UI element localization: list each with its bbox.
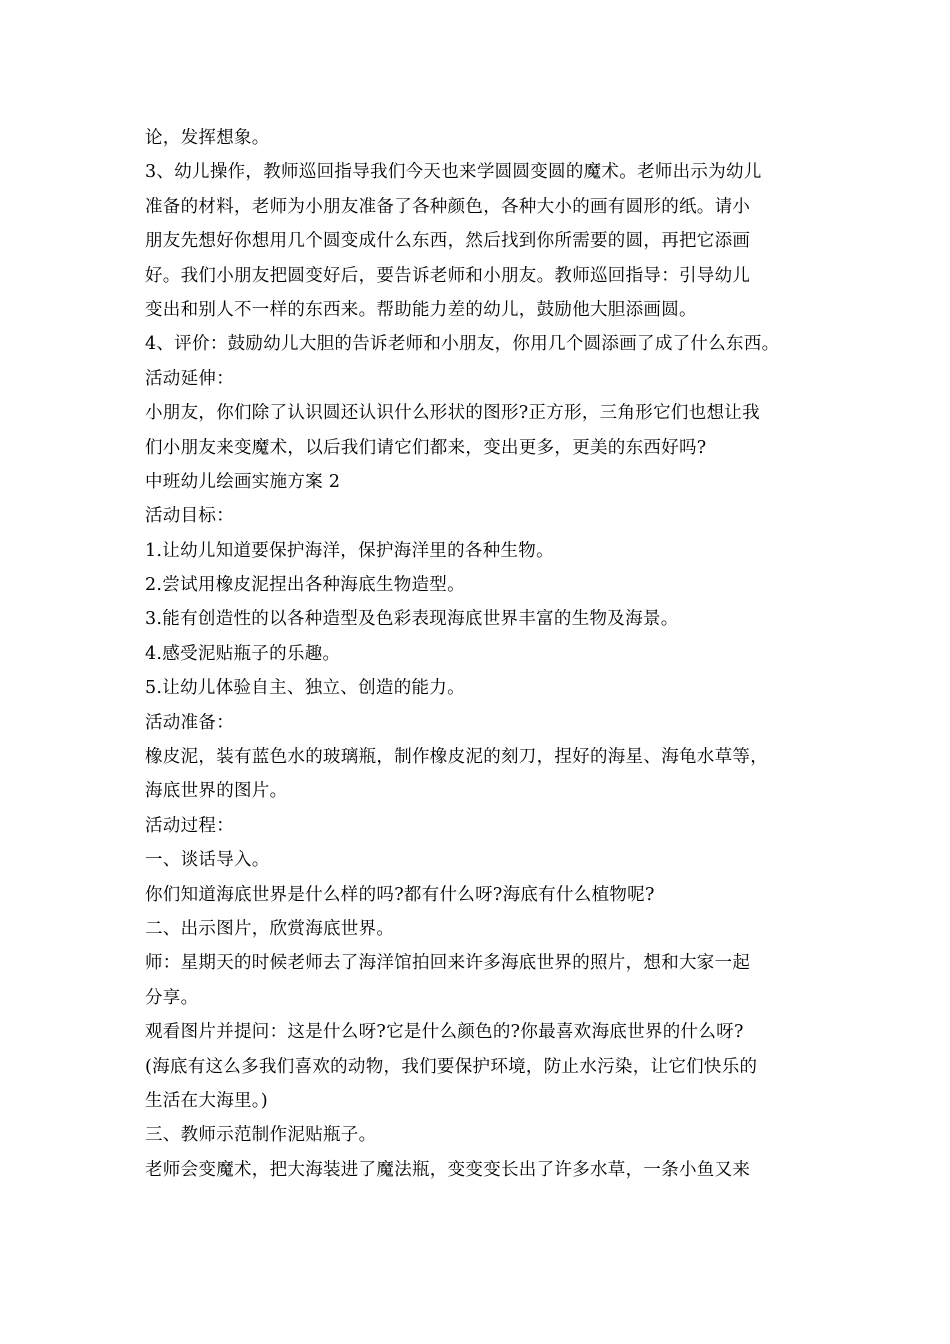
text-line: (海底有这么多我们喜欢的动物，我们要保护环境，防止水污染，让它们快乐的 (145, 1056, 758, 1077)
step-heading: 三、教师示范制作泥贴瓶子。 (145, 1125, 377, 1146)
section-heading: 活动过程： (145, 815, 234, 836)
list-item: 4.感受泥贴瓶子的乐趣。 (145, 643, 341, 664)
list-item: 1.让幼儿知道要保护海洋，保护海洋里的各种生物。 (145, 540, 554, 561)
section-heading: 活动目标： (145, 506, 234, 527)
text-line: 海底世界的图片。 (145, 781, 288, 802)
list-item: 5.让幼儿体验自主、独立、创造的能力。 (145, 678, 465, 699)
text-line: 变出和别人不一样的东西来。帮助能力差的幼儿，鼓励他大胆添画圆。 (145, 299, 697, 320)
document-body (145, 121, 825, 1187)
text-line: 好。我们小朋友把圆变好后，要告诉老师和小朋友。教师巡回指导：引导幼儿 (145, 265, 751, 286)
text-line: 论，发挥想象。 (145, 128, 270, 148)
section-heading: 活动延伸： (145, 368, 234, 389)
text-line: 你们知道海底世界是什么样的吗?都有什么呀?海底有什么植物呢? (145, 884, 655, 905)
text-line: 们小朋友来变魔术，以后我们请它们都来，变出更多，更美的东西好吗? (145, 437, 707, 458)
text-line: 准备的材料，老师为小朋友准备了各种颜色，各种大小的画有圆形的纸。请小 (145, 196, 751, 217)
text-line: 橡皮泥，装有蓝色水的玻璃瓶，制作橡皮泥的刻刀，捏好的海星、海龟水草等， (145, 747, 768, 768)
list-item: 3.能有创造性的以各种造型及色彩表现海底世界丰富的生物及海景。 (145, 609, 679, 630)
step-heading: 二、出示图片，欣赏海底世界。 (145, 918, 395, 939)
text-line: 观看图片并提问：这是什么呀?它是什么颜色的?你最喜欢海底世界的什么呀? (145, 1022, 744, 1043)
section-heading: 活动准备： (145, 712, 234, 733)
text-line: 师：星期天的时候老师去了海洋馆拍回来许多海底世界的照片，想和大家一起 (145, 953, 751, 974)
list-item: 2.尝试用橡皮泥捏出各种海底生物造型。 (145, 575, 465, 596)
document-title: 中班幼儿绘画实施方案 2 (145, 471, 341, 492)
text-line: 朋友先想好你想用几个圆变成什么东西，然后找到你所需要的圆，再把它添画 (145, 231, 751, 252)
text-line: 4、评价：鼓励幼儿大胆的告诉老师和小朋友，你用几个圆添画了成了什么东西。 (145, 334, 780, 355)
text-line: 生活在大海里。) (145, 1090, 268, 1111)
text-line: 3、幼儿操作，教师巡回指导我们今天也来学圆圆变圆的魔术。老师出示为幼儿 (145, 162, 762, 183)
text-line: 分享。 (145, 987, 199, 1008)
text-line: 小朋友，你们除了认识圆还认识什么形状的图形?正方形，三角形它们也想让我 (145, 403, 760, 424)
text-line: 老师会变魔术，把大海装进了魔法瓶，变变变长出了许多水草，一条小鱼又来 (145, 1159, 751, 1180)
step-heading: 一、谈话导入。 (145, 850, 270, 871)
